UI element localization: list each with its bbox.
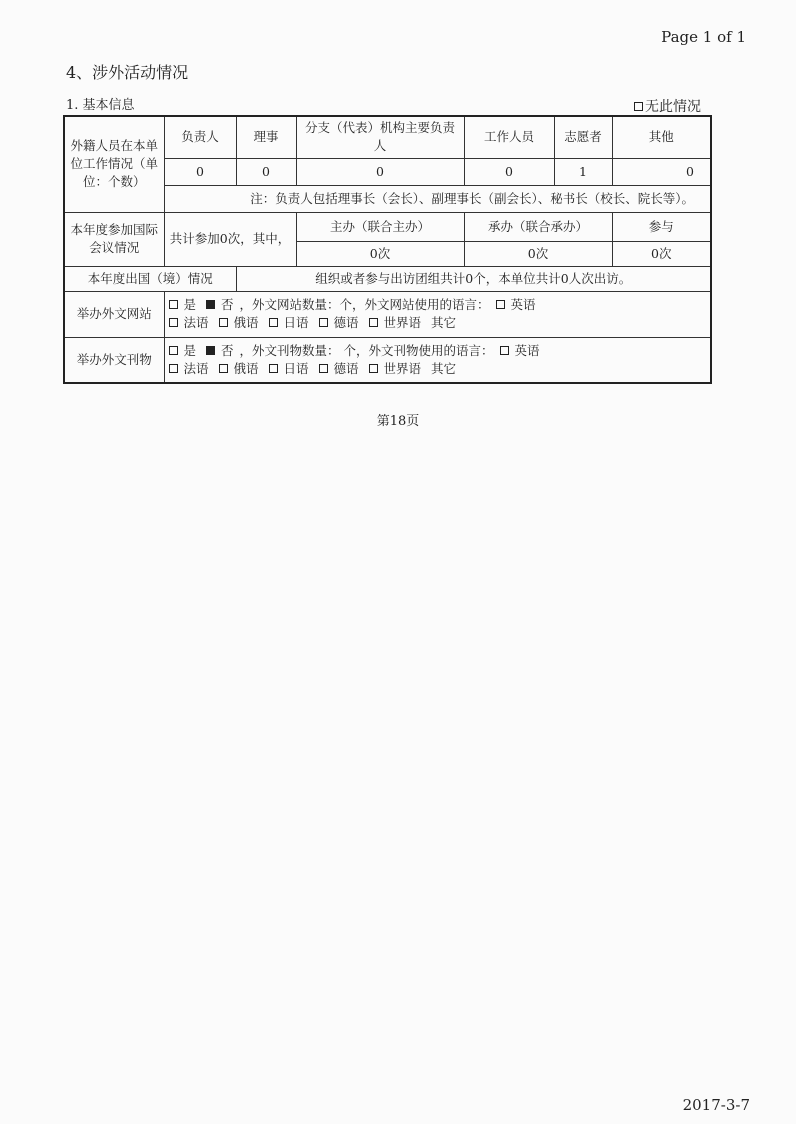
language-label: 法语 xyxy=(183,315,209,330)
language-label: 日语 xyxy=(283,315,309,330)
value-cell: 0 xyxy=(464,158,554,185)
language-label: 英语 xyxy=(514,342,540,358)
checkbox-icon[interactable] xyxy=(169,364,178,373)
foreign-activities-table xyxy=(63,115,712,384)
col-header: 主办（联合主办） xyxy=(296,212,464,241)
checkbox-icon[interactable] xyxy=(169,318,178,327)
yes-label: 是 xyxy=(183,342,197,358)
col-header: 参与 xyxy=(612,212,711,241)
subsection-title: 1. 基本信息 xyxy=(66,98,135,113)
periodical-label: 举办外文刊物 xyxy=(64,337,164,383)
other-label: 其它 xyxy=(431,360,457,376)
no-such-situation-label: 无此情况 xyxy=(645,99,701,115)
col-header: 负责人 xyxy=(164,116,236,158)
checkbox-icon[interactable] xyxy=(369,318,378,327)
value-cell: 0 xyxy=(236,158,296,185)
value-cell: 0次 xyxy=(464,241,612,266)
language-label: 世界语 xyxy=(383,315,422,330)
checkbox-icon[interactable] xyxy=(319,318,328,327)
conference-total: 共计参加0次，其中， xyxy=(164,212,296,266)
no-such-situation-checkbox[interactable] xyxy=(634,96,701,116)
value-cell: 0 xyxy=(296,158,464,185)
value-cell: 0次 xyxy=(612,241,711,266)
checked-checkbox-icon[interactable] xyxy=(206,346,215,355)
language-label: 世界语 xyxy=(383,360,422,376)
outbound-label: 本年度出国（境）情况 xyxy=(64,266,236,291)
checkbox-icon[interactable] xyxy=(169,346,178,355)
value-cell: 0次 xyxy=(296,241,464,266)
language-label: 俄语 xyxy=(233,315,259,330)
checkbox-icon[interactable] xyxy=(369,364,378,373)
foreign-staff-label: 外籍人员在本单位工作情况（单位：个数） xyxy=(64,116,164,212)
col-header: 其他 xyxy=(612,116,711,158)
print-date: 2017-3-7 xyxy=(682,1096,750,1114)
no-label: 否 xyxy=(221,342,234,358)
col-header: 分支（代表）机构主要负责人 xyxy=(296,116,464,158)
value-cell: 0 xyxy=(612,158,711,185)
website-label: 举办外文网站 xyxy=(64,291,164,337)
checked-checkbox-icon[interactable] xyxy=(206,300,215,309)
no-label: 否 xyxy=(221,297,234,312)
checkbox-icon[interactable] xyxy=(500,346,509,355)
col-header: 承办（联合承办） xyxy=(464,212,612,241)
value-cell: 1 xyxy=(554,158,612,185)
language-label: 法语 xyxy=(183,360,209,376)
col-header: 工作人员 xyxy=(464,116,554,158)
checkbox-icon[interactable] xyxy=(219,318,228,327)
language-label: 日语 xyxy=(283,360,309,376)
checkbox-icon[interactable] xyxy=(269,364,278,373)
other-label: 其它 xyxy=(431,315,457,330)
outbound-text: 组织或者参与出访团组共计0个，本单位共计0人次出访。 xyxy=(236,266,711,291)
checkbox-icon[interactable] xyxy=(319,364,328,373)
language-label: 英语 xyxy=(510,297,536,312)
language-label: 德语 xyxy=(333,315,359,330)
checkbox-icon[interactable] xyxy=(219,364,228,373)
page-indicator: Page 1 of 1 xyxy=(661,28,746,46)
section-title: 4、涉外活动情况 xyxy=(66,63,189,82)
website-options: 是 否 ，外文网站数量：个，外文网站使用的语言： 英语 法语 俄语 日语 德语 世界语 其它 xyxy=(164,291,711,337)
col-header: 志愿者 xyxy=(554,116,612,158)
language-label: 俄语 xyxy=(233,360,259,376)
conference-label: 本年度参加国际会议情况 xyxy=(64,212,164,266)
count-text: 外文网站数量：个，外文网站使用的语言： xyxy=(252,297,490,312)
yes-label: 是 xyxy=(183,297,197,312)
checkbox-icon[interactable] xyxy=(496,300,505,309)
value-cell: 0 xyxy=(164,158,236,185)
foreign-staff-note: 注：负责人包括理事长（会长）、副理事长（副会长）、秘书长（校长、院长等）。 xyxy=(164,185,711,212)
periodical-options: 是 否 ，外文刊物数量： 个，外文刊物使用的语言： 英语 法语 俄语 日语 德语 世界语 其它 xyxy=(164,337,711,383)
page-number: 第18页 xyxy=(376,414,420,429)
checkbox-icon[interactable] xyxy=(269,318,278,327)
checkbox-icon[interactable] xyxy=(169,300,178,309)
checkbox-icon xyxy=(634,102,643,111)
language-label: 德语 xyxy=(333,360,359,376)
count-text: 外文刊物数量： 个，外文刊物使用的语言： xyxy=(252,342,494,358)
col-header: 理事 xyxy=(236,116,296,158)
